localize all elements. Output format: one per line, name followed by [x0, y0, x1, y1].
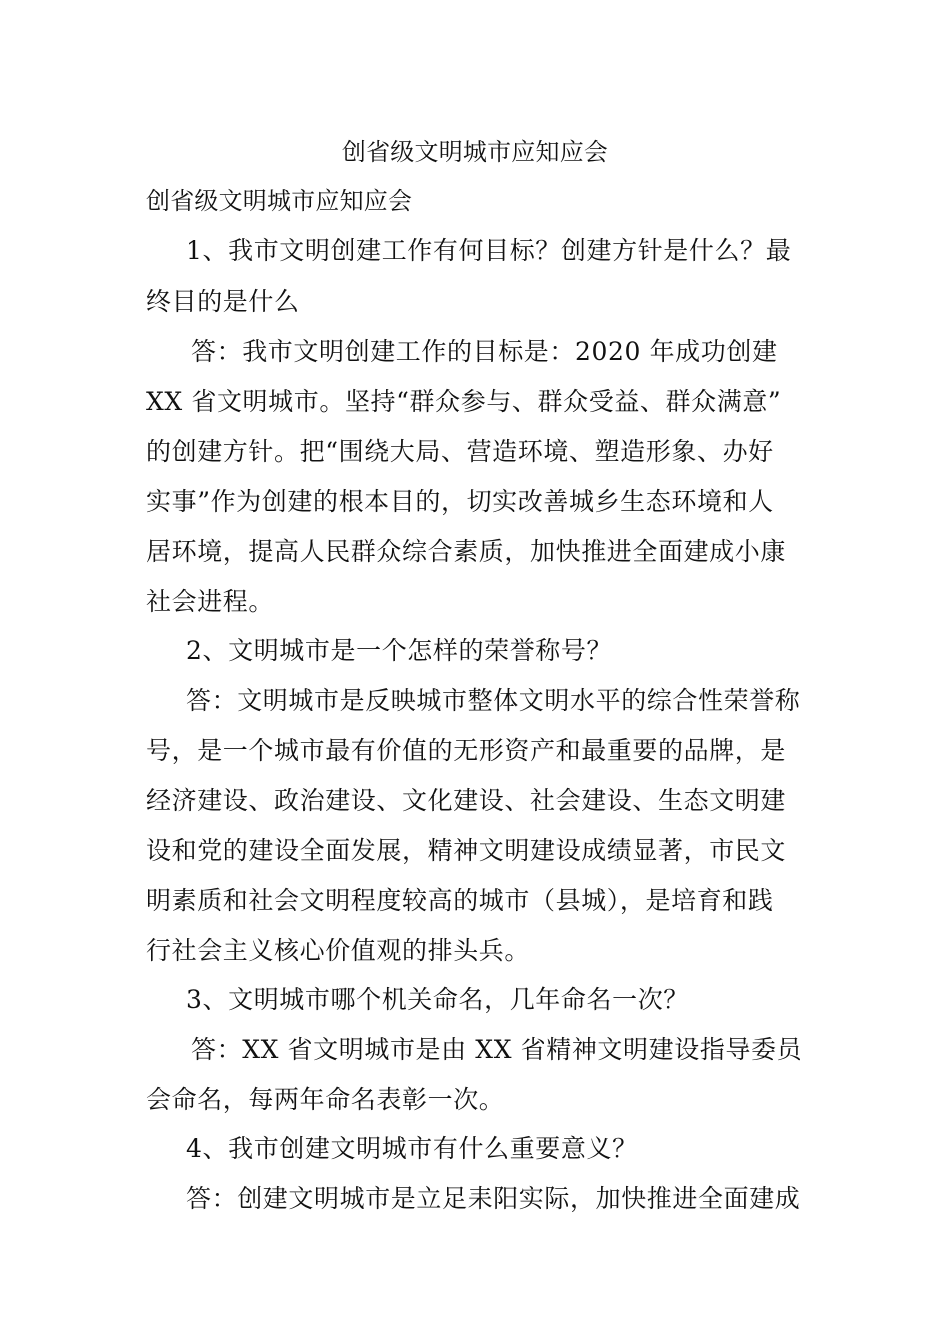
answer-1-line-2: XX 省文明城市。坚持“群众参与、群众受益、群众满意” — [146, 387, 782, 416]
answer-2-line-3: 经济建设、政治建设、文化建设、社会建设、生态文明建 — [146, 786, 787, 815]
answer-1-line-4: 实事”作为创建的根本目的，切实改善城乡生态环境和人 — [146, 487, 774, 516]
question-3: 3、文明城市哪个机关命名，几年命名一次？ — [186, 985, 689, 1014]
document-title: 创省级文明城市应知应会 — [341, 138, 609, 166]
answer-3-line-1: 答：XX 省文明城市是由 XX 省精神文明建设指导委员 — [191, 1035, 803, 1064]
answer-1-line-6: 社会进程。 — [146, 587, 275, 616]
answer-1-line-5: 居环境，提高人民群众综合素质，加快推进全面建成小康 — [146, 537, 787, 566]
answer-1-line-3: 的创建方针。把“围绕大局、营造环境、塑造形象、办好 — [146, 437, 774, 466]
document-subtitle: 创省级文明城市应知应会 — [146, 187, 413, 215]
question-2: 2、文明城市是一个怎样的荣誉称号？ — [186, 636, 613, 665]
answer-4-line-1: 答：创建文明城市是立足耒阳实际，加快推进全面建成 — [186, 1184, 801, 1213]
answer-2-line-5: 明素质和社会文明程度较高的城市（县城），是培育和践 — [146, 886, 774, 915]
answer-2-line-6: 行社会主义核心价值观的排头兵。 — [146, 936, 531, 965]
answer-1-line-1: 答：我市文明创建工作的目标是：2020 年成功创建 — [191, 337, 778, 366]
answer-2-line-4: 设和党的建设全面发展，精神文明建设成绩显著，市民文 — [146, 836, 787, 865]
question-4: 4、我市创建文明城市有什么重要意义？ — [186, 1134, 638, 1163]
question-1-line-1: 1、我市文明创建工作有何目标？创建方针是什么？最 — [186, 236, 792, 265]
answer-2-line-1: 答：文明城市是反映城市整体文明水平的综合性荣誉称 — [186, 686, 801, 715]
answer-3-line-2: 会命名，每两年命名表彰一次。 — [146, 1085, 505, 1114]
answer-2-line-2: 号，是一个城市最有价值的无形资产和最重要的品牌，是 — [146, 736, 787, 765]
question-1-line-2: 终目的是什么 — [146, 287, 300, 316]
